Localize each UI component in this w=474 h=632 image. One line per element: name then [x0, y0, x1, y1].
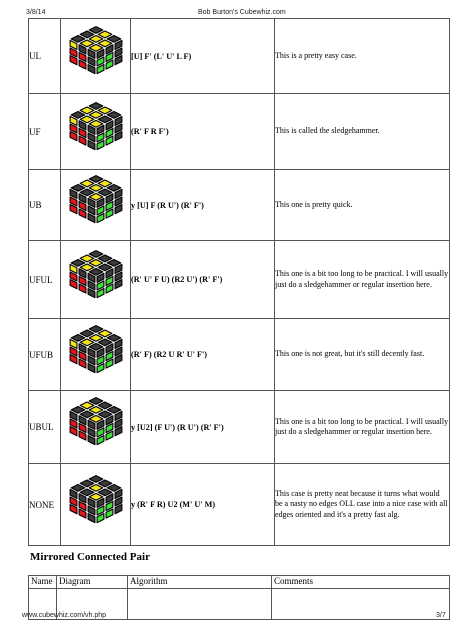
cube-sticker: [89, 398, 103, 405]
case-name: UFUB: [29, 319, 61, 391]
case-comment: This is a pretty easy case.: [275, 19, 450, 94]
cube-sticker: [71, 484, 85, 491]
case-name: NONE: [29, 464, 61, 546]
case-diagram: [61, 464, 131, 546]
case-comment: This one is pretty quick.: [275, 170, 450, 241]
cube-sticker: [80, 488, 94, 495]
cube-sticker: [89, 407, 103, 414]
cube-diagram: [65, 472, 127, 538]
cube-sticker: [89, 176, 103, 183]
cube-sticker: [80, 338, 94, 345]
cube-sticker: [80, 255, 94, 262]
case-name: UFUL: [29, 241, 61, 319]
cube-sticker: [89, 415, 103, 422]
cube-sticker: [80, 115, 94, 122]
cube-sticker: [80, 480, 94, 487]
cube-sticker: [98, 189, 112, 196]
case-row: [29, 19, 450, 94]
cube-sticker: [98, 31, 112, 38]
cube-diagram: [65, 247, 127, 313]
cube-sticker: [89, 120, 103, 127]
cube-sticker: [80, 263, 94, 270]
cube-sticker: [89, 325, 103, 332]
header-date: 3/8/14: [26, 9, 46, 16]
cube-sticker: [80, 40, 94, 47]
cube-sticker: [107, 484, 121, 491]
cube-sticker: [71, 111, 85, 118]
case-row: [29, 241, 450, 319]
mirror-col-algorithm: Algorithm: [128, 576, 272, 589]
case-algorithm: [U] F' (L' U' L F): [131, 19, 275, 94]
cube-sticker: [89, 193, 103, 200]
cube-diagram: [65, 172, 127, 238]
cube-sticker: [107, 334, 121, 341]
case-comment: This one is a bit too long to be practical. I will usually just do a sledgehammer or regular insertion here.: [275, 391, 450, 464]
cube-sticker: [80, 330, 94, 337]
cube-sticker: [89, 484, 103, 491]
case-row: [29, 170, 450, 241]
footer-page: 3/7: [436, 612, 446, 619]
cube-sticker: [107, 36, 121, 43]
case-name: UL: [29, 19, 61, 94]
cube-sticker: [80, 31, 94, 38]
cube-diagram: [65, 322, 127, 388]
cube-sticker: [89, 259, 103, 266]
cube-sticker: [71, 407, 85, 414]
cube-sticker: [98, 115, 112, 122]
cube-sticker: [71, 334, 85, 341]
cube-sticker: [89, 111, 103, 118]
cases-table: [28, 18, 450, 546]
cube-sticker: [71, 185, 85, 192]
case-diagram: [61, 391, 131, 464]
case-diagram: [61, 319, 131, 391]
cube-sticker: [89, 493, 103, 500]
cube-sticker: [98, 180, 112, 187]
footer-url: www.cubewhiz.com/vh.php: [22, 612, 107, 619]
case-algorithm: (R' U' F U) (R2 U') (R' F'): [131, 241, 275, 319]
cube-sticker: [98, 263, 112, 270]
cube-sticker: [89, 44, 103, 51]
cube-sticker: [98, 480, 112, 487]
cube-sticker: [98, 107, 112, 114]
cube-diagram: [65, 394, 127, 460]
cube-sticker: [107, 185, 121, 192]
case-row: [29, 464, 450, 546]
case-row: [29, 319, 450, 391]
cube-sticker: [80, 402, 94, 409]
cube-sticker: [98, 255, 112, 262]
case-name: UB: [29, 170, 61, 241]
case-algorithm: y [U2] (F U') (R U') (R' F'): [131, 391, 275, 464]
cube-sticker: [107, 407, 121, 414]
case-row: [29, 94, 450, 170]
cube-sticker: [80, 180, 94, 187]
cube-diagram: [65, 23, 127, 89]
cube-diagram: [65, 99, 127, 165]
header-site-title: Bob Burton's Cubewhiz.com: [198, 9, 286, 16]
cube-sticker: [71, 259, 85, 266]
cube-sticker: [98, 488, 112, 495]
cube-sticker: [80, 189, 94, 196]
case-algorithm: (R' F R F'): [131, 94, 275, 170]
cube-sticker: [89, 268, 103, 275]
cube-sticker: [98, 330, 112, 337]
cube-sticker: [89, 36, 103, 43]
section-title: Mirrored Connected Pair: [30, 551, 150, 563]
case-comment: This is called the sledgehammer.: [275, 94, 450, 170]
case-comment: This one is not great, but it's still decently fast.: [275, 319, 450, 391]
case-row: [29, 391, 450, 464]
case-algorithm: y (R' F R) U2 (M' U' M): [131, 464, 275, 546]
case-algorithm: y [U] F (R U') (R' F'): [131, 170, 275, 241]
case-comment: This one is a bit too long to be practical. I will usually just do a sledgehammer or regular insertion here.: [275, 241, 450, 319]
case-diagram: [61, 241, 131, 319]
cube-sticker: [89, 102, 103, 109]
mirror-col-name: Name: [29, 576, 57, 589]
cube-sticker: [80, 107, 94, 114]
case-diagram: [61, 94, 131, 170]
cube-sticker: [71, 36, 85, 43]
cube-sticker: [89, 334, 103, 341]
mirror-col-diagram: Diagram: [57, 576, 128, 589]
cube-sticker: [89, 185, 103, 192]
case-comment: This case is pretty neat because it turns what would be a nasty no edges OLL case into a nice case with all edges oriented and it's a pretty fast alg.: [275, 464, 450, 546]
mirror-col-comments: Comments: [272, 576, 450, 589]
cube-sticker: [80, 411, 94, 418]
cube-sticker: [89, 475, 103, 482]
case-diagram: [61, 170, 131, 241]
cube-sticker: [89, 250, 103, 257]
case-name: UBUL: [29, 391, 61, 464]
case-name: UF: [29, 94, 61, 170]
case-diagram: [61, 19, 131, 94]
cube-sticker: [98, 411, 112, 418]
cube-sticker: [89, 27, 103, 34]
cube-sticker: [107, 111, 121, 118]
cube-sticker: [89, 343, 103, 350]
cube-sticker: [107, 259, 121, 266]
cube-sticker: [98, 40, 112, 47]
cube-sticker: [98, 338, 112, 345]
cube-sticker: [98, 402, 112, 409]
case-algorithm: (R' F) (R2 U R' U' F'): [131, 319, 275, 391]
mirror-header-row: [29, 576, 450, 589]
